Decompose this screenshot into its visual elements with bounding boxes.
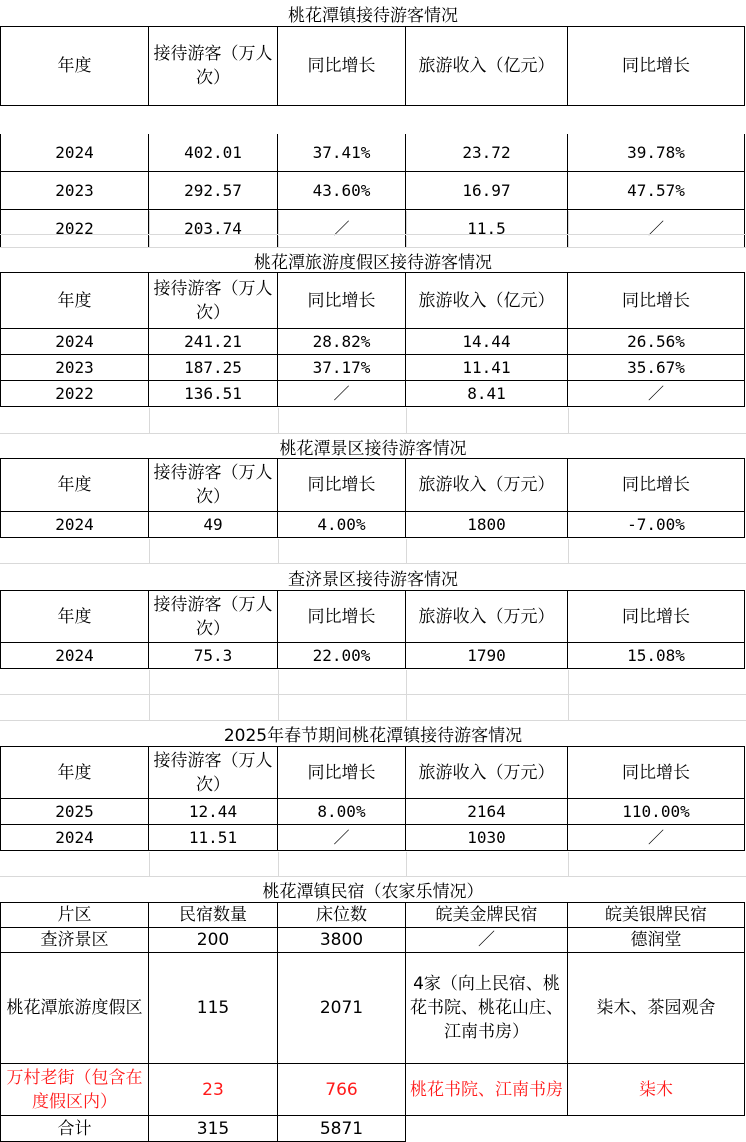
table-cell[interactable]: 1800 [406, 512, 568, 538]
column-header[interactable]: 皖美银牌民宿 [568, 902, 745, 928]
column-header[interactable]: 接待游客（万人次） [149, 746, 278, 799]
table-cell[interactable]: ／ [278, 381, 406, 407]
table-row [0, 381, 746, 407]
header-row [0, 590, 746, 643]
section-title: 桃花潭景区接待游客情况 [279, 438, 467, 459]
column-header[interactable]: 接待游客（万人次） [149, 590, 278, 643]
table-cell[interactable]: 402.01 [149, 134, 278, 172]
empty-row [0, 236, 746, 248]
table-cell[interactable]: 11.5 [406, 210, 568, 248]
section-title: 2025年春节期间桃花潭镇接待游客情况 [223, 726, 523, 746]
table-cell[interactable]: 万村老街（包含在度假区内） [0, 1064, 149, 1116]
table-cell[interactable]: 合计 [0, 1116, 149, 1142]
header-row [0, 26, 746, 106]
table-cell[interactable]: 187.25 [149, 355, 278, 381]
table-cell[interactable]: ／ [406, 928, 568, 953]
column-header[interactable]: 年度 [0, 746, 149, 799]
table-cell[interactable]: 柒木、茶园观舍 [568, 953, 745, 1064]
table-cell[interactable]: 766 [278, 1064, 406, 1116]
table-cell[interactable]: 桃花书院、江南书房 [406, 1064, 568, 1116]
column-header[interactable]: 年度 [0, 458, 149, 512]
column-header[interactable]: 旅游收入（万元） [406, 746, 568, 799]
header-row [0, 458, 746, 512]
table-cell[interactable]: 12.44 [149, 799, 278, 825]
table-cell[interactable]: 22.00% [278, 643, 406, 669]
column-header[interactable]: 床位数 [278, 902, 406, 928]
column-header[interactable]: 民宿数量 [149, 902, 278, 928]
column-header[interactable]: 年度 [0, 272, 149, 329]
homestay-header-row [0, 902, 746, 928]
table-cell[interactable]: 2024 [0, 825, 149, 851]
table-cell[interactable]: 39.78% [568, 134, 745, 172]
table-cell[interactable] [568, 1116, 745, 1142]
table-cell[interactable]: 8.41 [406, 381, 568, 407]
column-header[interactable]: 同比增长 [278, 272, 406, 329]
table-cell[interactable]: ／ [278, 210, 406, 248]
table-cell[interactable]: 23 [149, 1064, 278, 1116]
table-cell[interactable]: 315 [149, 1116, 278, 1142]
column-header[interactable]: 同比增长 [568, 458, 745, 512]
table-cell[interactable]: 查济景区 [0, 928, 149, 953]
column-header[interactable]: 同比增长 [278, 458, 406, 512]
table-row [0, 134, 746, 172]
table-cell[interactable]: 5871 [278, 1116, 406, 1142]
table-cell[interactable]: 4家（向上民宿、桃花书院、桃花山庄、江南书房） [406, 953, 568, 1064]
column-header[interactable]: 同比增长 [568, 26, 745, 106]
empty-row [0, 670, 746, 695]
table-cell[interactable]: 136.51 [149, 381, 278, 407]
section-title: 查济景区接待游客情况 [288, 570, 458, 590]
table-cell[interactable]: 43.60% [278, 172, 406, 210]
table-cell[interactable]: 11.41 [406, 355, 568, 381]
homestay-title: 桃花潭镇民宿（农家乐情况） [262, 882, 484, 902]
table-cell[interactable] [406, 1116, 568, 1142]
table-row [0, 512, 746, 538]
homestay-row [0, 953, 746, 1064]
empty-row [0, 408, 746, 434]
column-header[interactable]: 同比增长 [568, 590, 745, 643]
table-cell[interactable]: 49 [149, 512, 278, 538]
table-row [0, 329, 746, 355]
column-header[interactable]: 接待游客（万人次） [149, 272, 278, 329]
table-cell[interactable]: 1790 [406, 643, 568, 669]
table-cell[interactable]: 241.21 [149, 329, 278, 355]
homestay-row [0, 928, 746, 953]
table-cell[interactable]: ／ [278, 825, 406, 851]
section-title: 桃花潭旅游度假区接待游客情况 [254, 252, 492, 273]
table-cell[interactable]: 德润堂 [568, 928, 745, 953]
column-header[interactable]: 旅游收入（亿元） [406, 26, 568, 106]
homestay-row [0, 1064, 746, 1116]
table-cell[interactable]: 115 [149, 953, 278, 1064]
column-header[interactable]: 年度 [0, 590, 149, 643]
empty-row [0, 539, 746, 564]
column-header[interactable]: 年度 [0, 26, 149, 106]
table-row [0, 825, 746, 851]
table-cell[interactable]: 2164 [406, 799, 568, 825]
table-cell[interactable]: 28.82% [278, 329, 406, 355]
table-cell[interactable]: 200 [149, 928, 278, 953]
table-cell[interactable]: 桃花潭旅游度假区 [0, 953, 149, 1064]
column-header[interactable]: 接待游客（万人次） [149, 26, 278, 106]
table-cell[interactable]: 37.41% [278, 134, 406, 172]
table-cell[interactable]: 35.67% [568, 355, 745, 381]
header-row [0, 746, 746, 799]
table-cell[interactable]: 23.72 [406, 134, 568, 172]
table-cell[interactable]: 14.44 [406, 329, 568, 355]
table-cell[interactable]: 2023 [0, 355, 149, 381]
column-header[interactable]: 旅游收入（万元） [406, 590, 568, 643]
table-row [0, 172, 746, 210]
column-header[interactable]: 同比增长 [278, 26, 406, 106]
table-cell[interactable]: ／ [568, 381, 745, 407]
table-cell[interactable]: 2023 [0, 172, 149, 210]
header-row [0, 272, 746, 329]
table-cell[interactable]: 2022 [0, 381, 149, 407]
table-cell[interactable]: 2022 [0, 210, 149, 248]
table-cell[interactable]: 2024 [0, 643, 149, 669]
table-cell[interactable]: 2024 [0, 512, 149, 538]
table-cell[interactable]: 8.00% [278, 799, 406, 825]
table-cell[interactable]: 1030 [406, 825, 568, 851]
table-cell[interactable]: 292.57 [149, 172, 278, 210]
column-header[interactable]: 皖美金牌民宿 [406, 902, 568, 928]
table-cell[interactable]: ／ [568, 210, 745, 248]
table-cell[interactable]: -7.00% [568, 512, 745, 538]
table-cell[interactable]: 11.51 [149, 825, 278, 851]
table-cell[interactable]: 203.74 [149, 210, 278, 248]
table-cell[interactable]: ／ [568, 825, 745, 851]
table-cell[interactable]: 2071 [278, 953, 406, 1064]
column-header[interactable]: 接待游客（万人次） [149, 458, 278, 512]
column-header[interactable]: 同比增长 [568, 746, 745, 799]
table-cell[interactable]: 110.00% [568, 799, 745, 825]
empty-row [0, 695, 746, 721]
table-cell[interactable]: 2025 [0, 799, 149, 825]
table-row [0, 799, 746, 825]
table-row [0, 643, 746, 669]
table-cell[interactable]: 37.17% [278, 355, 406, 381]
homestay-row [0, 1116, 746, 1142]
empty-row [0, 211, 746, 235]
table-cell[interactable]: 26.56% [568, 329, 745, 355]
table-cell[interactable]: 15.08% [568, 643, 745, 669]
table-cell[interactable]: 16.97 [406, 172, 568, 210]
table-cell[interactable]: 柒木 [568, 1064, 745, 1116]
column-header[interactable]: 片区 [0, 902, 149, 928]
table-cell[interactable]: 2024 [0, 329, 149, 355]
column-header[interactable]: 同比增长 [278, 590, 406, 643]
column-header[interactable]: 旅游收入（万元） [406, 458, 568, 512]
table-cell[interactable]: 47.57% [568, 172, 745, 210]
column-header[interactable]: 同比增长 [278, 746, 406, 799]
column-header[interactable]: 同比增长 [568, 272, 745, 329]
table-cell[interactable]: 75.3 [149, 643, 278, 669]
table-row [0, 355, 746, 381]
table-cell[interactable]: 3800 [278, 928, 406, 953]
column-header[interactable]: 旅游收入（亿元） [406, 272, 568, 329]
empty-row [0, 852, 746, 877]
table-cell[interactable]: 2024 [0, 134, 149, 172]
table-cell[interactable]: 4.00% [278, 512, 406, 538]
section-title: 桃花潭镇接待游客情况 [288, 5, 458, 26]
